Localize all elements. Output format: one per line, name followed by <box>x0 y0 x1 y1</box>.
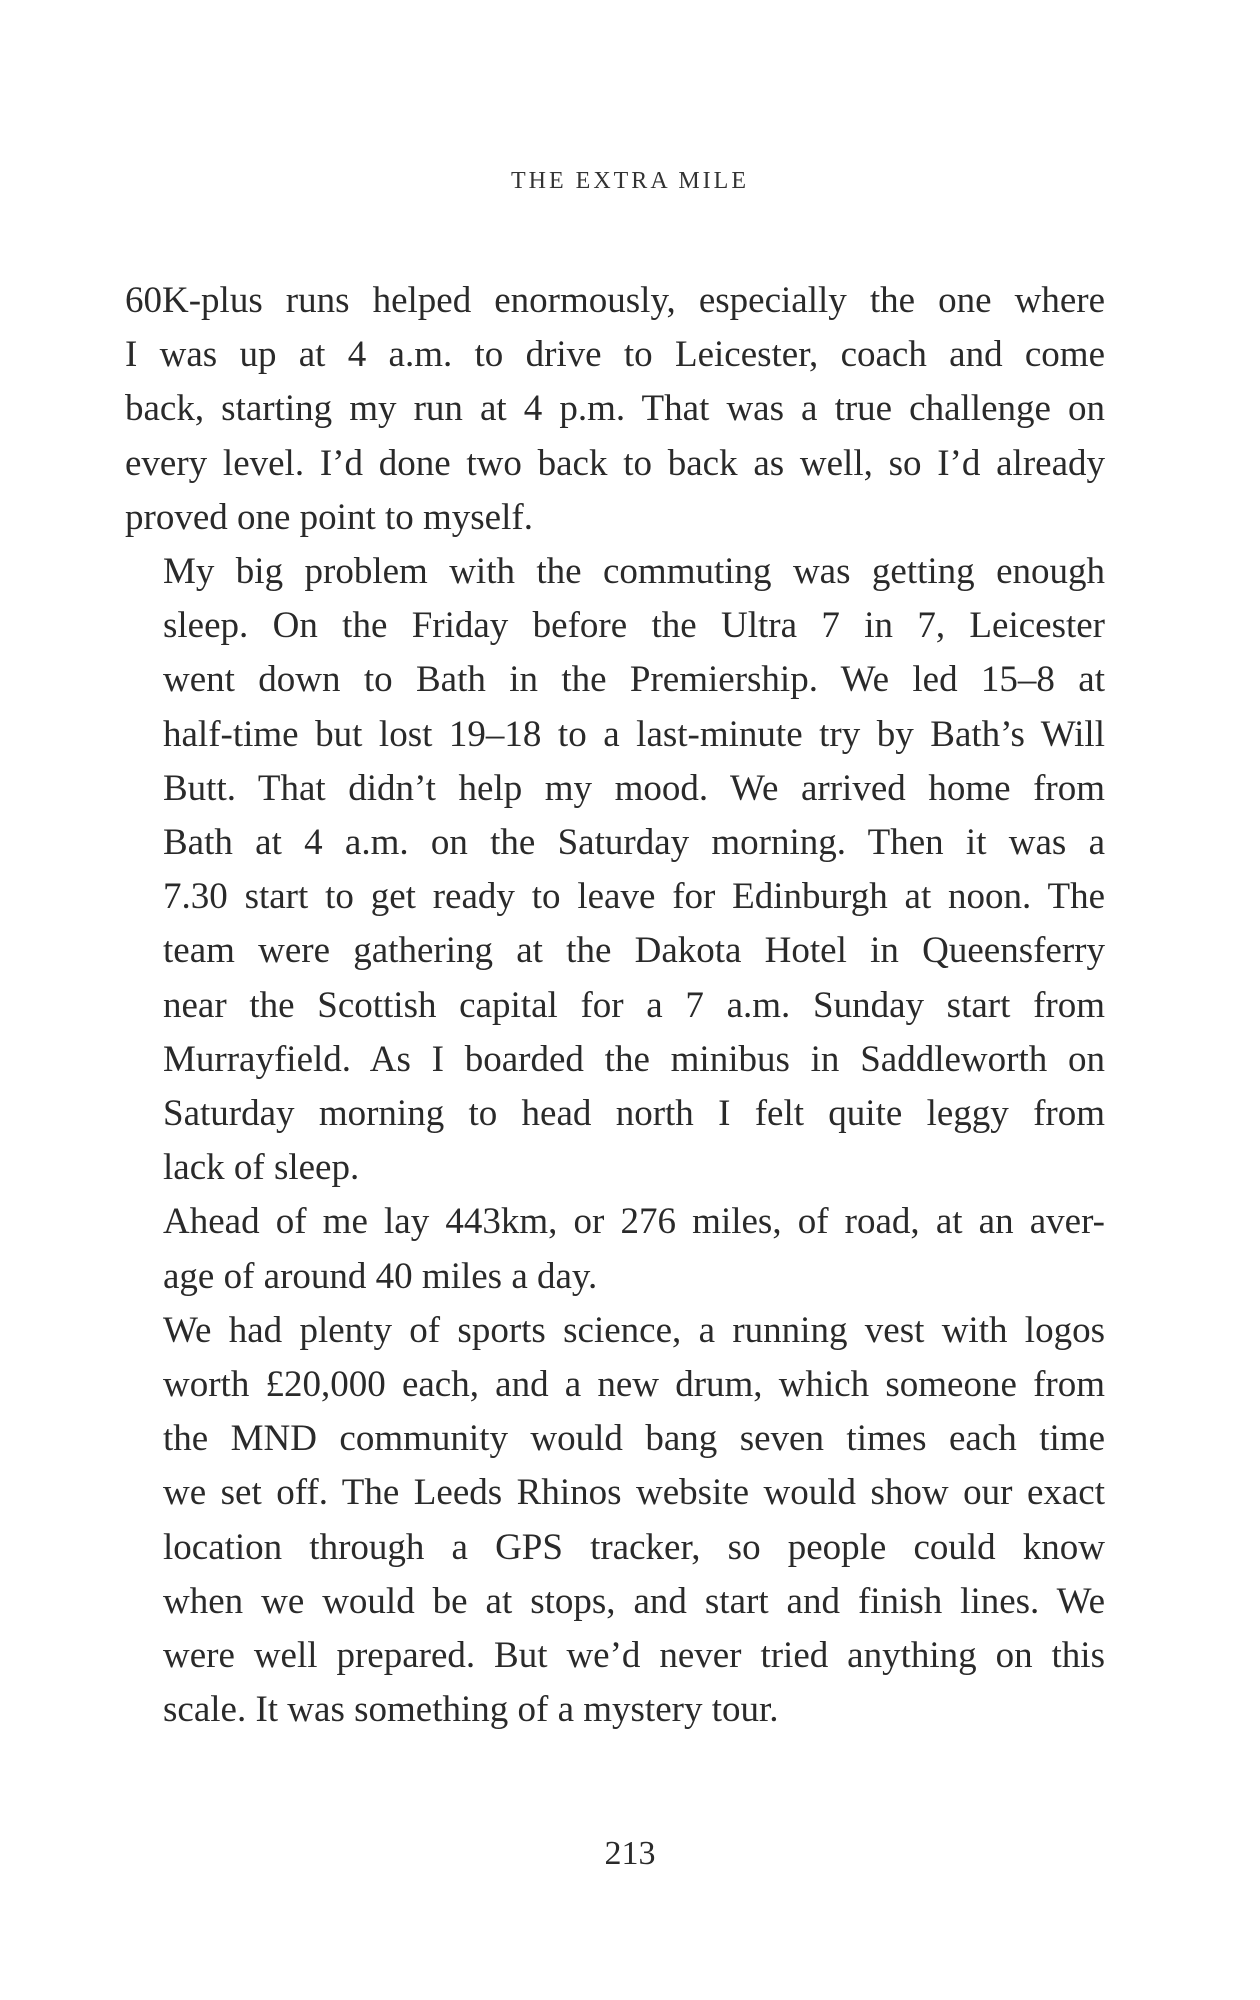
running-head: THE EXTRA MILE <box>511 168 749 194</box>
paragraph-3 <box>125 1195 1105 1303</box>
page-number: 213 <box>604 1835 656 1872</box>
paragraph-2 <box>125 545 1105 1195</box>
paragraph-4 <box>125 1304 1105 1738</box>
text-line: worth £20,000 each, and a new drum, which someone from <box>163 1364 1105 1406</box>
text-line: half-time but lost 19–18 to a last-minute try by Bath’s Will <box>163 713 1105 755</box>
text-line: scale. It was something of a mystery tour. <box>163 1689 779 1731</box>
text-line: My big problem with the commuting was getting enough <box>163 551 1105 593</box>
text-line: 60K-plus runs helped enormously, especially the one where <box>125 280 1105 321</box>
text-line: went down to Bath in the Premiership. We led 15–8 at <box>163 659 1105 701</box>
text-line: back, starting my run at 4 p.m. That was a true challenge on <box>125 388 1105 430</box>
text-line: team were gathering at the Dakota Hotel in Queensferry <box>163 930 1105 972</box>
text-line: Bath at 4 a.m. on the Saturday morning. Then it was a <box>163 822 1105 864</box>
text-line: sleep. On the Friday before the Ultra 7 in 7, Leicester <box>163 605 1105 647</box>
text-line: when we would be at stops, and start and finish lines. We <box>163 1580 1105 1622</box>
text-line: were well prepared. But we’d never tried anything on this <box>163 1635 1105 1677</box>
text-line: age of around 40 miles a day. <box>163 1255 598 1297</box>
text-line: lack of sleep. <box>163 1147 360 1189</box>
text-line: Butt. That didn’t help my mood. We arrived home from <box>163 767 1105 809</box>
text-line: Murrayfield. As I boarded the minibus in Saddleworth on <box>163 1038 1105 1080</box>
text-line: I was up at 4 a.m. to drive to Leicester, coach and come <box>125 334 1105 376</box>
paragraph-1 <box>125 274 1105 545</box>
text-line: location through a GPS tracker, so people could know <box>163 1526 1105 1568</box>
text-line: We had plenty of sports science, a running vest with logos <box>163 1309 1105 1351</box>
text-line: we set off. The Leeds Rhinos website would show our exact <box>163 1472 1105 1514</box>
text-line: near the Scottish capital for a 7 a.m. Sunday start from <box>163 984 1105 1026</box>
text-line: Ahead of me lay 443km, or 276 miles, of road, at an aver- <box>163 1201 1105 1243</box>
text-line: proved one point to myself. <box>125 496 533 538</box>
text-line: 7.30 start to get ready to leave for Edinburgh at noon. The <box>163 876 1105 918</box>
text-line: the MND community would bang seven times each time <box>163 1418 1105 1460</box>
text-line: Saturday morning to head north I felt quite leggy from <box>163 1093 1105 1135</box>
body-text <box>125 274 1105 1737</box>
text-line: every level. I’d done two back to back as well, so I’d already <box>125 442 1105 484</box>
